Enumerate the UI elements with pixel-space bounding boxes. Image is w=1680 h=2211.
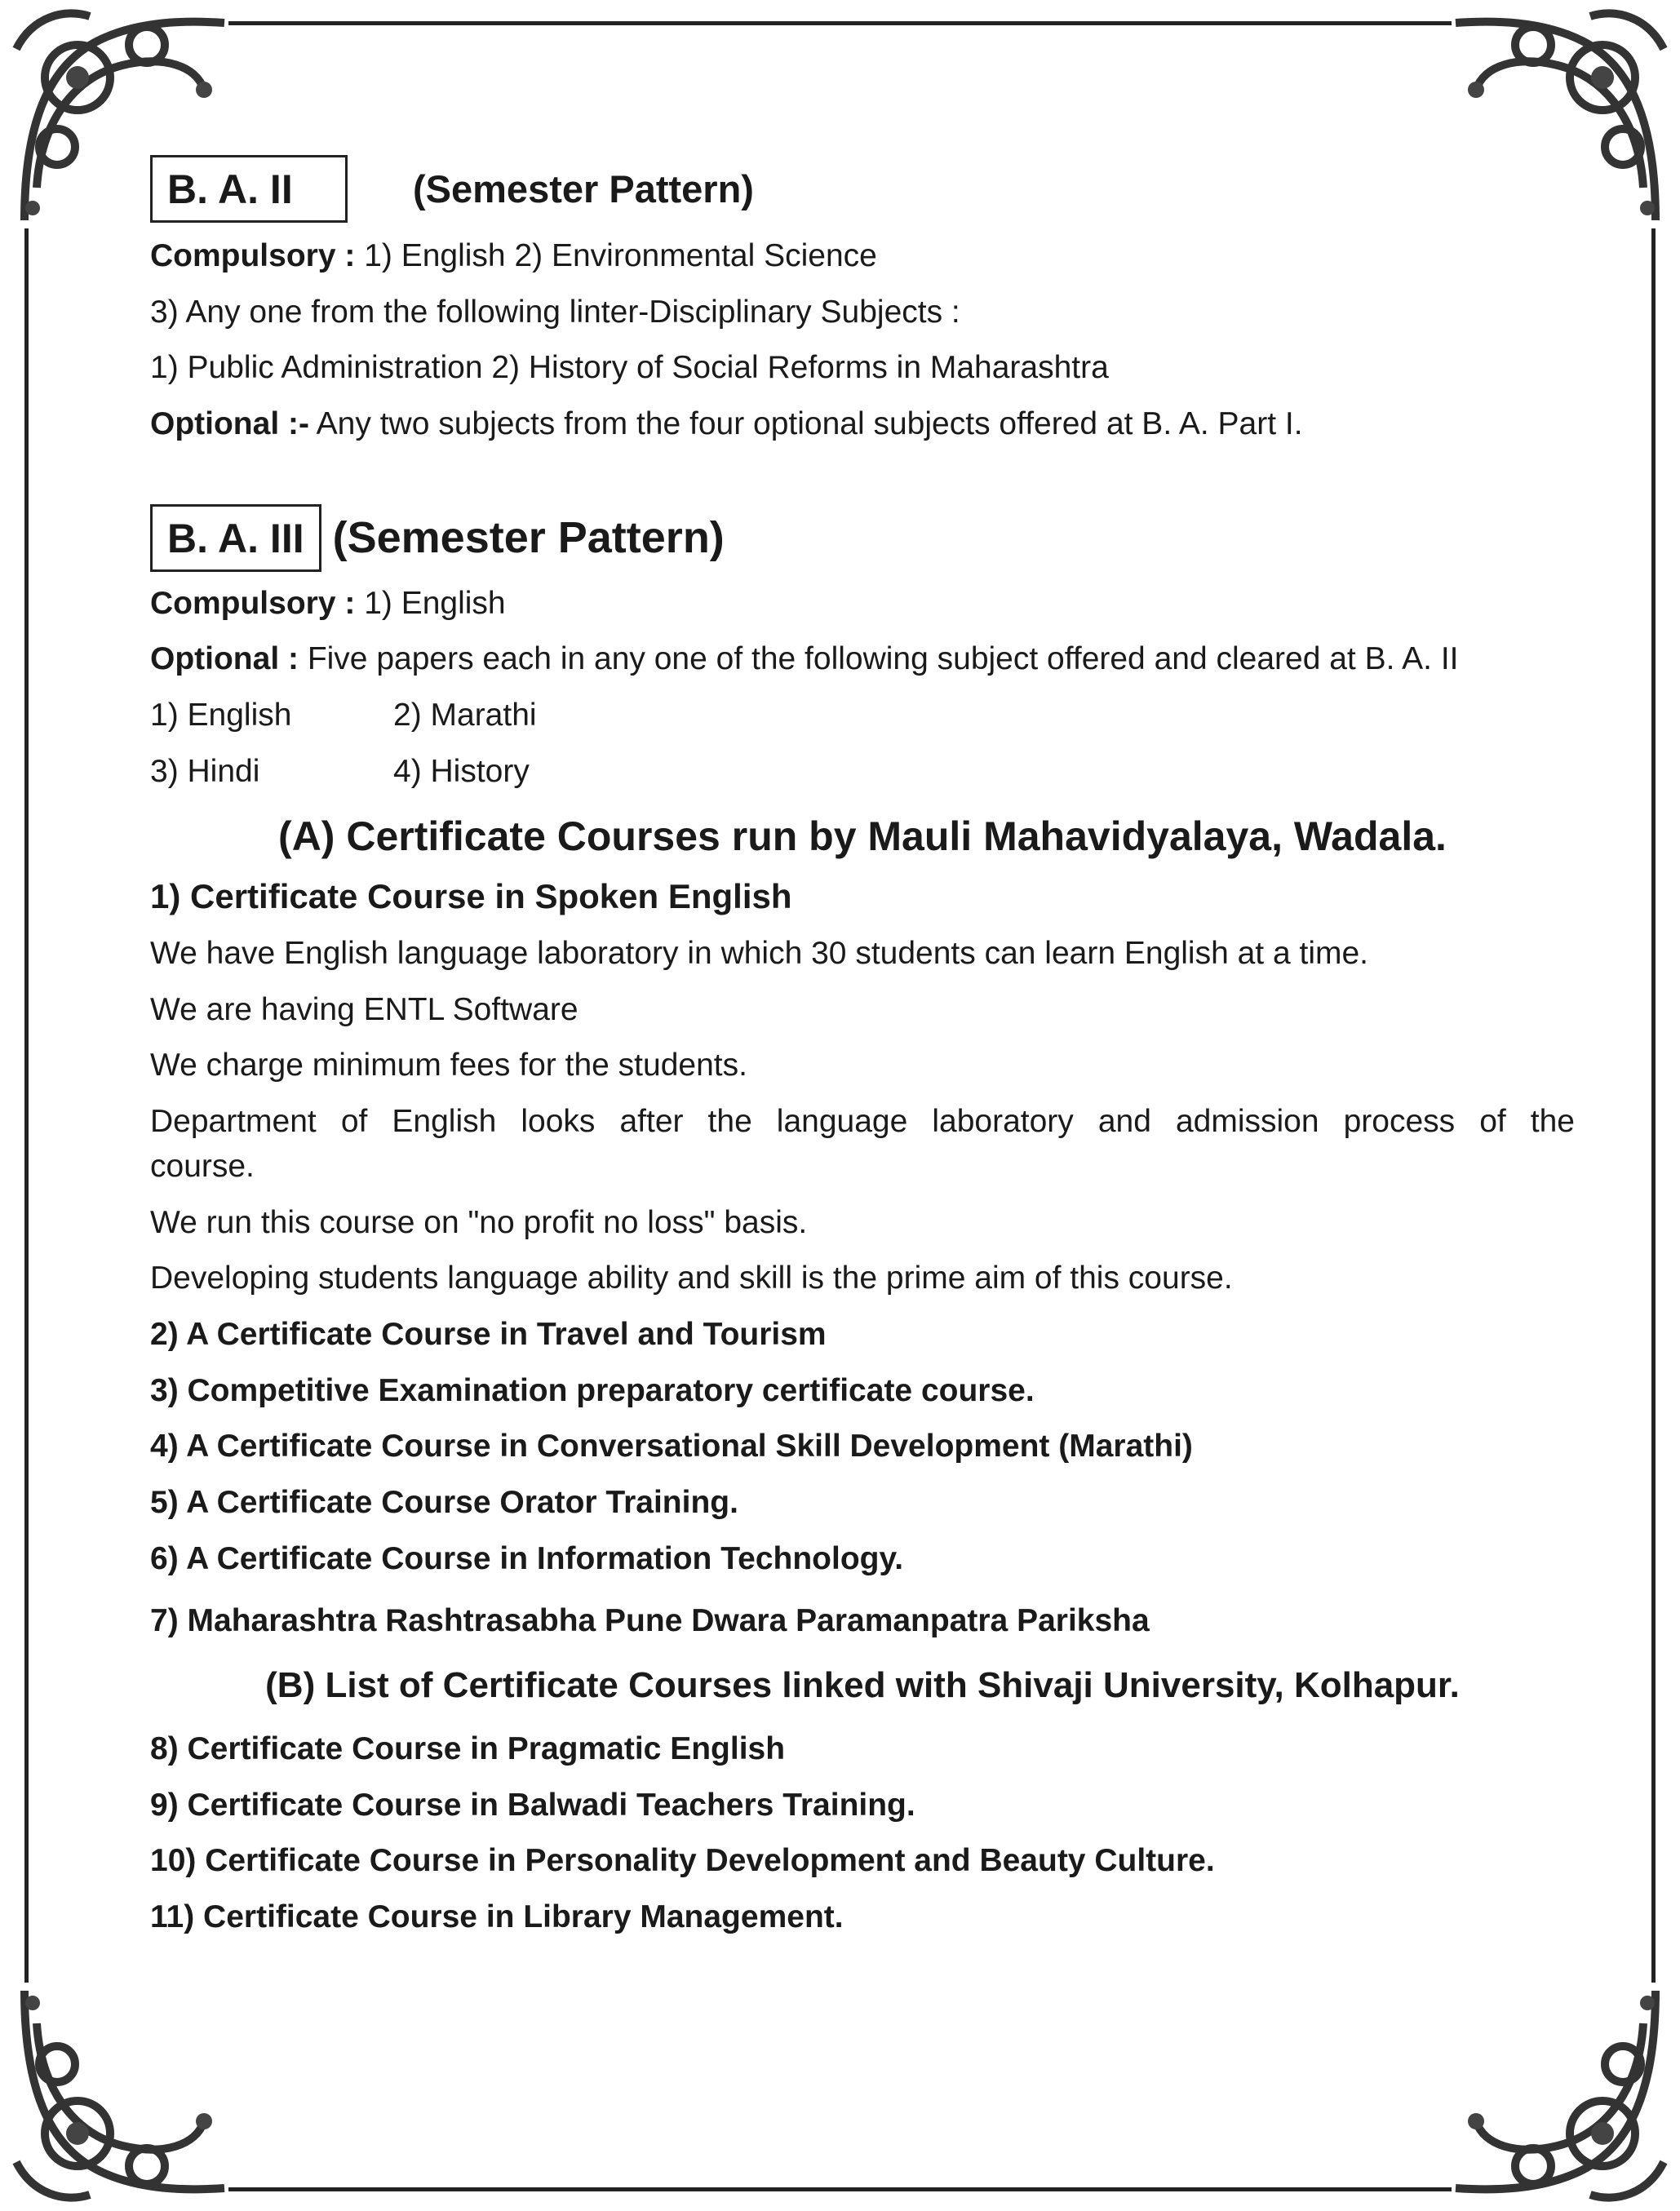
course-item: 8) Certificate Course in Pragmatic English — [150, 1731, 786, 1767]
ba3-subject: 4) History — [393, 753, 530, 789]
ba3-subject: 1) English — [150, 698, 292, 733]
course-1-line: course. — [150, 1148, 255, 1184]
ba2-line3: 1) Public Administration 2) History of Social Reforms in Maharashtra — [150, 350, 1109, 386]
ornament-bottom-right-icon — [1443, 1974, 1680, 2211]
ba3-subjects-row-2 — [150, 751, 1575, 793]
ba2-optional-text: Any two subjects from the four optional subjects offered at B. A. Part I. — [308, 406, 1303, 442]
ba2-optional-label: Optional :- — [150, 406, 309, 442]
ba3-pattern: (Semester Pattern) — [332, 513, 725, 563]
course-item: 4) A Certificate Course in Conversational Skill Development (Marathi) — [150, 1429, 1193, 1464]
course-item: 6) A Certificate Course in Information Technology. — [150, 1540, 904, 1576]
ba2-pattern: (Semester Pattern) — [413, 167, 754, 210]
ba3-compulsory-label: Compulsory : — [150, 585, 356, 621]
course-item: 7) Maharashtra Rashtrasabha Pune Dwara Paramanpatra Pariksha — [150, 1603, 1150, 1639]
ornament-bottom-left-icon — [0, 1974, 237, 2211]
ba3-compulsory — [150, 583, 1575, 625]
course-1-line: Department of English looks after the language laboratory and admission process of the — [150, 1104, 1575, 1140]
ba2-optional — [150, 404, 1575, 445]
ba3-title: B. A. III — [150, 504, 321, 572]
course-1-line: We are having ENTL Software — [150, 991, 578, 1027]
ba2-compulsory-label: Compulsory : — [150, 238, 356, 273]
ba3-subject: 2) Marathi — [393, 698, 537, 733]
ba2-title: B. A. II — [150, 155, 348, 223]
border-top — [228, 21, 1452, 25]
course-item: 10) Certificate Course in Personality Development and Beauty Culture. — [150, 1843, 1215, 1879]
border-left — [24, 228, 29, 1983]
course-item: 3) Competitive Examination preparatory certificate course. — [150, 1372, 1035, 1408]
ba2-compulsory — [150, 236, 1575, 277]
ba3-optional-text: Five papers each in any one of the following subject offered and cleared at B. A. II — [298, 641, 1459, 677]
ba3-subjects-row-1 — [150, 695, 1575, 737]
course-item: 9) Certificate Course in Balwadi Teachers Training. — [150, 1787, 915, 1823]
course-item: 5) A Certificate Course Orator Training. — [150, 1484, 738, 1520]
course-1-line: We charge minimum fees for the students. — [150, 1048, 747, 1083]
ba3-optional-label: Optional : — [150, 641, 299, 677]
course-1-line: We run this course on "no profit no loss" basis. — [150, 1204, 808, 1240]
course-item: 11) Certificate Course in Library Management. — [150, 1899, 844, 1935]
ba3-optional — [150, 639, 1575, 680]
course-item: 2) A Certificate Course in Travel and Tourism — [150, 1316, 827, 1352]
ba2-compulsory-text: 1) English 2) Environmental Science — [355, 238, 877, 273]
course-1-line: We have English language laboratory in which 30 students can learn English at a time. — [150, 936, 1369, 972]
course-1-line: Developing students language ability and skill is the prime aim of this course. — [150, 1261, 1233, 1296]
section-a-title: (A) Certificate Courses run by Mauli Mahavidyalaya, Wadala. — [278, 813, 1447, 859]
ba3-subject: 3) Hindi — [150, 753, 260, 789]
border-bottom — [228, 2187, 1452, 2191]
section-b-title: (B) List of Certificate Courses linked with Shivaji University, Kolhapur. — [265, 1665, 1460, 1706]
border-right — [1651, 228, 1656, 1983]
page-content — [150, 155, 1575, 1939]
course-1-title: 1) Certificate Course in Spoken English — [150, 876, 792, 915]
ba3-compulsory-text: 1) English — [355, 585, 506, 621]
ba2-line2: 3) Any one from the following linter-Disciplinary Subjects : — [150, 294, 960, 330]
ba3-heading — [150, 504, 1575, 572]
ba2-heading — [150, 155, 1575, 223]
